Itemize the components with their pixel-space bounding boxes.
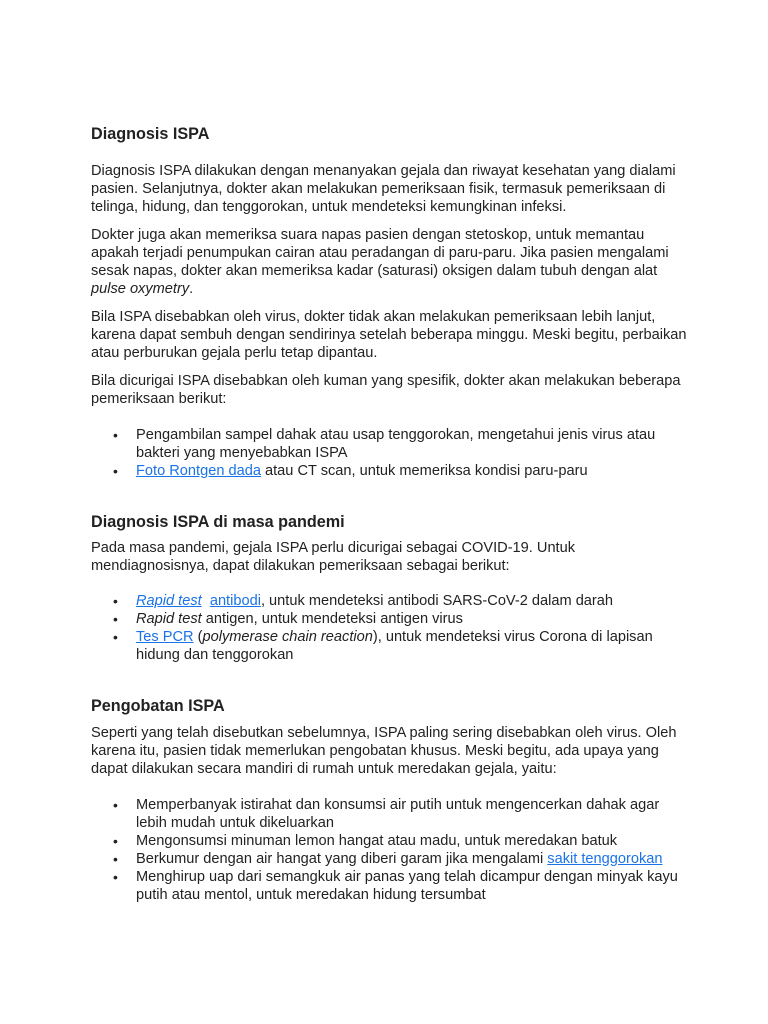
list-item-lemon-madu: • Mengonsumsi minuman lemon hangat atau madu, untuk meredakan batuk bbox=[91, 832, 691, 850]
list-item-rapid-antigen bbox=[91, 610, 691, 628]
paragraph-stetoskop-end: . bbox=[189, 281, 194, 297]
list-item-pcr-text: ), untuk mendeteksi virus Corona di lapisan hidung dan tenggorokan bbox=[136, 629, 653, 663]
rapid-test-term: Rapid test bbox=[136, 611, 202, 627]
list-pengobatan bbox=[91, 796, 691, 904]
rapid-test-link[interactable]: Rapid test bbox=[136, 593, 202, 609]
list-item-uap: • Menghirup uap dari semangkuk air panas yang telah dicampur dengan minyak kayu putih atau mentol, untuk meredakan hidung tersumbat bbox=[91, 868, 691, 904]
paragraph-pandemi: Pada masa pandemi, gejala ISPA perlu dicurigai sebagai COVID-19. Untuk mendiagnosisnya, dapat dilakukan pemeriksaan sebagai berikut: bbox=[91, 540, 576, 574]
tes-pcr-link[interactable]: Tes PCR bbox=[136, 629, 194, 645]
list-item-berkumur-text: Berkumur dengan air hangat yang diberi garam jika mengalami bbox=[136, 851, 548, 867]
document-content bbox=[91, 124, 691, 904]
list-item-rapid-antibodi bbox=[91, 592, 691, 610]
list-item-rontgen bbox=[91, 462, 691, 480]
paragraph-diagnosis-intro: Diagnosis ISPA dilakukan dengan menanyakan gejala dan riwayat kesehatan yang dialami pasien. Selanjutnya, dokter akan melakukan pemeriksaan fisik, termasuk pemeriksaan di telinga, hidung, dan tenggorokan, untuk mendeteksi kemungkinan infeksi. bbox=[91, 163, 676, 215]
list-item-istirahat: • Memperbanyak istirahat dan konsumsi air putih untuk mengencerkan dahak agar lebih mudah untuk dikeluarkan bbox=[91, 796, 691, 832]
paragraph-virus: Bila ISPA disebabkan oleh virus, dokter tidak akan melakukan pemeriksaan lebih lanjut, karena dapat sembuh dengan sendirinya setelah beberapa minggu. Meski begitu, perbaikan atau perburukan gejala perlu tetap dipantau. bbox=[91, 309, 687, 361]
antibodi-link[interactable]: antibodi bbox=[209, 593, 261, 609]
list-item-pcr bbox=[91, 628, 691, 664]
list-item-berkumur bbox=[91, 850, 691, 868]
pcr-term: polymerase chain reaction bbox=[202, 629, 373, 645]
paragraph-pengobatan: Seperti yang telah disebutkan sebelumnya, ISPA paling sering disebabkan oleh virus. Oleh karena itu, pasien tidak memerlukan pengobatan khusus. Meski begitu, ada upaya yang dapat dilakukan secara mandiri di rumah untuk meredakan gejala, yaitu: bbox=[91, 725, 677, 777]
heading-diagnosis-pandemi: Diagnosis ISPA di masa pandemi bbox=[91, 513, 345, 531]
heading-pengobatan-ispa: Pengobatan ISPA bbox=[91, 697, 225, 715]
paragraph-stetoskop-text: Dokter juga akan memeriksa suara napas pasien dengan stetoskop, untuk memantau apakah terjadi penumpukan cairan atau peradangan di paru-paru. Jika pasien mengalami sesak napas, dokter akan memeriksa kadar (saturasi) oksigen dalam tubuh dengan alat bbox=[91, 227, 669, 279]
list-item-rontgen-text: atau CT scan, untuk memeriksa kondisi paru-paru bbox=[260, 463, 588, 479]
list-pemeriksaan bbox=[91, 426, 691, 480]
sakit-tenggorokan-link[interactable]: sakit tenggorokan bbox=[547, 851, 663, 867]
foto-rontgen-dada-link[interactable]: Foto Rontgen dada bbox=[136, 463, 261, 479]
list-item-sampel-dahak: • Pengambilan sampel dahak atau usap tenggorokan, mengetahui jenis virus atau bakteri yang menyebabkan ISPA bbox=[91, 426, 691, 462]
paragraph-stetoskop bbox=[91, 226, 691, 298]
list-item-rapid-antibodi-text: , untuk mendeteksi antibodi SARS-CoV-2 dalam darah bbox=[260, 593, 614, 609]
list-pemeriksaan-pandemi bbox=[91, 592, 691, 664]
paragraph-kuman: Bila dicurigai ISPA disebabkan oleh kuman yang spesifik, dokter akan melakukan beberapa pemeriksaan berikut: bbox=[91, 373, 681, 407]
pulse-oxymetry-term: pulse oxymetry bbox=[91, 281, 190, 297]
list-item-rapid-antigen-text: antigen, untuk mendeteksi antigen virus bbox=[201, 611, 463, 627]
pcr-open-paren: ( bbox=[193, 629, 203, 645]
heading-diagnosis-ispa: Diagnosis ISPA bbox=[91, 125, 210, 143]
